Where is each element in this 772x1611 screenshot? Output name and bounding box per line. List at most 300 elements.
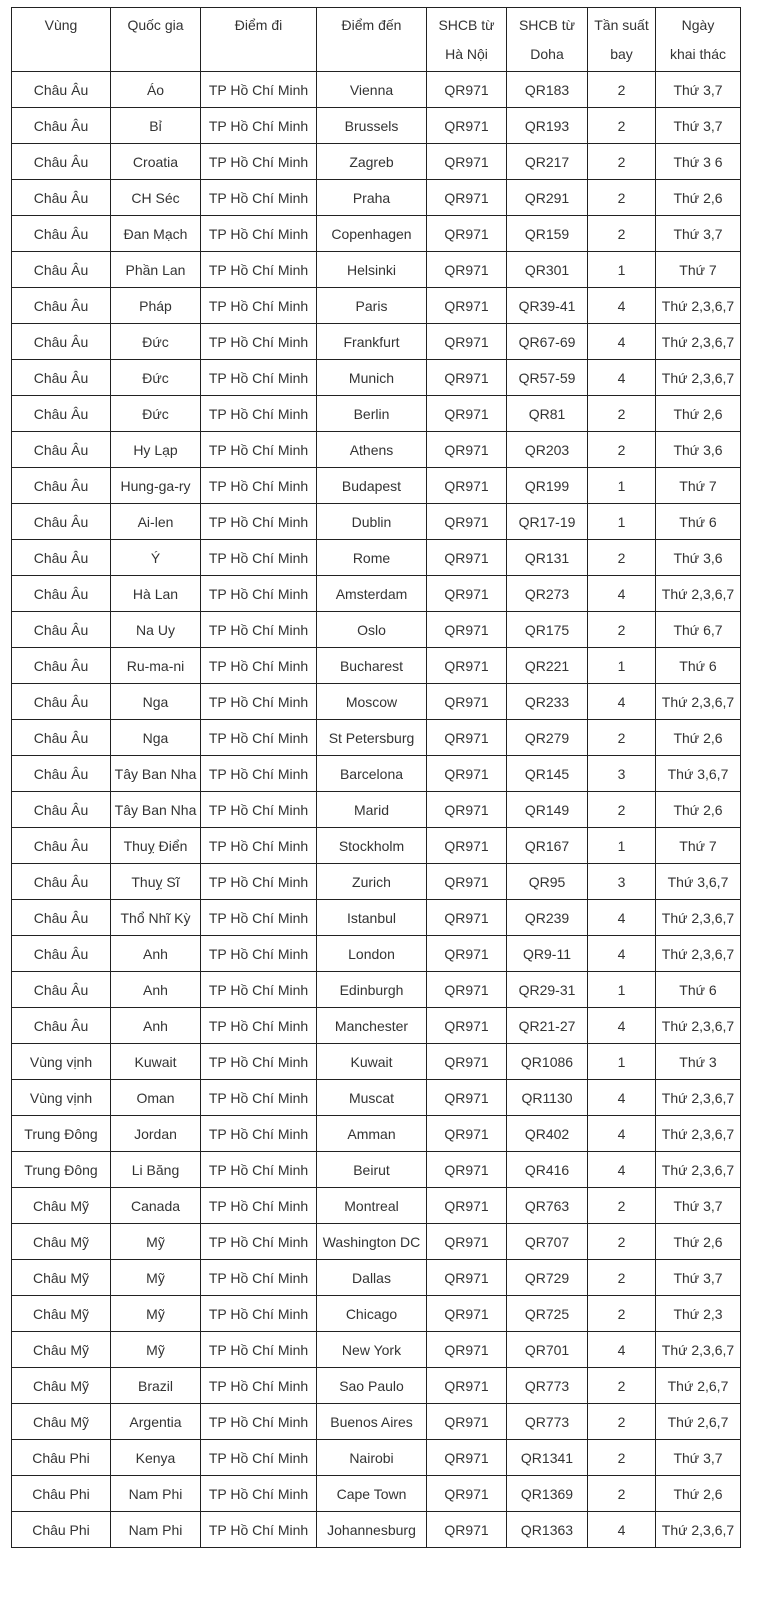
cell-flight-from-hanoi: QR971 (427, 432, 507, 468)
cell-operating-days: Thứ 7 (656, 468, 741, 504)
table-row (12, 1116, 741, 1152)
cell-origin: TP Hồ Chí Minh (201, 324, 317, 360)
cell-operating-days: Thứ 6 (656, 504, 741, 540)
cell-operating-days: Thứ 2,3,6,7 (656, 1080, 741, 1116)
cell-frequency: 4 (588, 936, 656, 972)
table-row (12, 1080, 741, 1116)
cell-operating-days: Thứ 2,6 (656, 180, 741, 216)
cell-destination: Zagreb (317, 144, 427, 180)
cell-flight-from-doha: QR279 (507, 720, 588, 756)
cell-origin: TP Hồ Chí Minh (201, 216, 317, 252)
cell-frequency: 2 (588, 180, 656, 216)
cell-origin: TP Hồ Chí Minh (201, 252, 317, 288)
cell-region: Vùng vịnh (12, 1044, 111, 1080)
cell-country: Li Băng (111, 1152, 201, 1188)
cell-flight-from-hanoi: QR971 (427, 936, 507, 972)
cell-operating-days: Thứ 2,3,6,7 (656, 1332, 741, 1368)
cell-flight-from-hanoi: QR971 (427, 216, 507, 252)
cell-country: Mỹ (111, 1332, 201, 1368)
cell-flight-from-doha: QR57-59 (507, 360, 588, 396)
table-row (12, 504, 741, 540)
table-row (12, 936, 741, 972)
cell-frequency: 2 (588, 1404, 656, 1440)
cell-flight-from-doha: QR1341 (507, 1440, 588, 1476)
cell-country: Mỹ (111, 1260, 201, 1296)
cell-country: Ai-len (111, 504, 201, 540)
table-row (12, 612, 741, 648)
cell-operating-days: Thứ 2,3,6,7 (656, 936, 741, 972)
cell-flight-from-hanoi: QR971 (427, 1512, 507, 1548)
cell-destination: Stockholm (317, 828, 427, 864)
cell-destination: Amsterdam (317, 576, 427, 612)
header-flight-from-doha-line: SHCB từ (518, 17, 576, 33)
cell-operating-days: Thứ 6 (656, 648, 741, 684)
cell-flight-from-doha: QR707 (507, 1224, 588, 1260)
table-row (12, 1008, 741, 1044)
cell-region: Châu Âu (12, 504, 111, 540)
cell-operating-days: Thứ 2,3,6,7 (656, 360, 741, 396)
cell-origin: TP Hồ Chí Minh (201, 648, 317, 684)
cell-flight-from-hanoi: QR971 (427, 1116, 507, 1152)
cell-region: Châu Mỹ (12, 1260, 111, 1296)
cell-frequency: 2 (588, 1296, 656, 1332)
cell-frequency: 4 (588, 1008, 656, 1044)
cell-region: Châu Mỹ (12, 1296, 111, 1332)
cell-region: Vùng vịnh (12, 1080, 111, 1116)
cell-destination: Istanbul (317, 900, 427, 936)
cell-region: Châu Âu (12, 288, 111, 324)
cell-destination: Budapest (317, 468, 427, 504)
cell-country: Canada (111, 1188, 201, 1224)
cell-region: Châu Mỹ (12, 1368, 111, 1404)
table-row (12, 144, 741, 180)
cell-flight-from-doha: QR21-27 (507, 1008, 588, 1044)
table-row (12, 252, 741, 288)
cell-flight-from-hanoi: QR971 (427, 360, 507, 396)
cell-destination: Paris (317, 288, 427, 324)
cell-country: Jordan (111, 1116, 201, 1152)
cell-frequency: 1 (588, 504, 656, 540)
cell-country: Đức (111, 324, 201, 360)
cell-country: Anh (111, 1008, 201, 1044)
table-row (12, 72, 741, 108)
cell-origin: TP Hồ Chí Minh (201, 684, 317, 720)
cell-origin: TP Hồ Chí Minh (201, 972, 317, 1008)
cell-country: Đức (111, 396, 201, 432)
cell-country: Hy Lạp (111, 432, 201, 468)
cell-origin: TP Hồ Chí Minh (201, 432, 317, 468)
cell-destination: Marid (317, 792, 427, 828)
cell-country: Kenya (111, 1440, 201, 1476)
cell-frequency: 1 (588, 252, 656, 288)
cell-operating-days: Thứ 2,3,6,7 (656, 288, 741, 324)
cell-destination: Athens (317, 432, 427, 468)
cell-country: Argentia (111, 1404, 201, 1440)
cell-destination: Amman (317, 1116, 427, 1152)
cell-frequency: 2 (588, 108, 656, 144)
cell-operating-days: Thứ 3,7 (656, 72, 741, 108)
table-row (12, 1224, 741, 1260)
cell-operating-days: Thứ 2,6 (656, 1224, 741, 1260)
cell-destination: Chicago (317, 1296, 427, 1332)
cell-country: Đan Mạch (111, 216, 201, 252)
cell-destination: Cape Town (317, 1476, 427, 1512)
cell-flight-from-hanoi: QR971 (427, 504, 507, 540)
table-row (12, 540, 741, 576)
cell-country: Thuỵ Điển (111, 828, 201, 864)
cell-operating-days: Thứ 3,7 (656, 1188, 741, 1224)
cell-operating-days: Thứ 3,7 (656, 108, 741, 144)
cell-flight-from-doha: QR1369 (507, 1476, 588, 1512)
cell-operating-days: Thứ 2,3,6,7 (656, 576, 741, 612)
cell-country: Nam Phi (111, 1476, 201, 1512)
cell-flight-from-doha: QR67-69 (507, 324, 588, 360)
cell-flight-from-hanoi: QR971 (427, 756, 507, 792)
cell-destination: Helsinki (317, 252, 427, 288)
cell-frequency: 2 (588, 144, 656, 180)
cell-destination: Manchester (317, 1008, 427, 1044)
cell-origin: TP Hồ Chí Minh (201, 1440, 317, 1476)
cell-country: Thuỵ Sĩ (111, 864, 201, 900)
cell-frequency: 3 (588, 864, 656, 900)
cell-frequency: 1 (588, 972, 656, 1008)
cell-origin: TP Hồ Chí Minh (201, 360, 317, 396)
cell-country: Anh (111, 936, 201, 972)
cell-operating-days: Thứ 3,6,7 (656, 864, 741, 900)
cell-flight-from-doha: QR1086 (507, 1044, 588, 1080)
header-country-line: Quốc gia (127, 17, 184, 33)
cell-destination: Kuwait (317, 1044, 427, 1080)
cell-destination: Munich (317, 360, 427, 396)
cell-operating-days: Thứ 2,6 (656, 720, 741, 756)
cell-flight-from-doha: QR29-31 (507, 972, 588, 1008)
header-destination (317, 8, 427, 72)
cell-flight-from-hanoi: QR971 (427, 1260, 507, 1296)
cell-region: Châu Âu (12, 972, 111, 1008)
cell-frequency: 1 (588, 648, 656, 684)
cell-region: Châu Âu (12, 936, 111, 972)
cell-origin: TP Hồ Chí Minh (201, 576, 317, 612)
cell-region: Châu Âu (12, 396, 111, 432)
cell-origin: TP Hồ Chí Minh (201, 1404, 317, 1440)
cell-operating-days: Thứ 2,3,6,7 (656, 1008, 741, 1044)
cell-flight-from-hanoi: QR971 (427, 720, 507, 756)
cell-region: Châu Mỹ (12, 1332, 111, 1368)
cell-region: Châu Âu (12, 1008, 111, 1044)
cell-destination: Dublin (317, 504, 427, 540)
cell-operating-days: Thứ 3,7 (656, 216, 741, 252)
cell-flight-from-doha: QR416 (507, 1152, 588, 1188)
table-row (12, 1260, 741, 1296)
header-destination-line: Điểm đến (341, 17, 402, 33)
cell-destination: Vienna (317, 72, 427, 108)
cell-frequency: 2 (588, 1260, 656, 1296)
cell-frequency: 2 (588, 396, 656, 432)
table-row (12, 468, 741, 504)
cell-flight-from-hanoi: QR971 (427, 468, 507, 504)
cell-operating-days: Thứ 2,3,6,7 (656, 684, 741, 720)
cell-destination: Berlin (317, 396, 427, 432)
cell-destination: Nairobi (317, 1440, 427, 1476)
cell-flight-from-hanoi: QR971 (427, 396, 507, 432)
table-row (12, 864, 741, 900)
cell-destination: St Petersburg (317, 720, 427, 756)
cell-flight-from-doha: QR17-19 (507, 504, 588, 540)
cell-country: CH Séc (111, 180, 201, 216)
cell-flight-from-hanoi: QR971 (427, 540, 507, 576)
header-frequency-line: bay (610, 46, 633, 62)
cell-country: Oman (111, 1080, 201, 1116)
header-region (12, 8, 111, 72)
cell-flight-from-doha: QR239 (507, 900, 588, 936)
cell-flight-from-hanoi: QR971 (427, 864, 507, 900)
header-flight-from-doha-line: Doha (530, 46, 564, 62)
table-row (12, 756, 741, 792)
cell-region: Châu Âu (12, 108, 111, 144)
cell-country: Ý (111, 540, 201, 576)
cell-frequency: 4 (588, 360, 656, 396)
cell-destination: Praha (317, 180, 427, 216)
cell-frequency: 4 (588, 1512, 656, 1548)
cell-operating-days: Thứ 3,6,7 (656, 756, 741, 792)
table-row (12, 972, 741, 1008)
cell-region: Châu Âu (12, 864, 111, 900)
cell-flight-from-hanoi: QR971 (427, 108, 507, 144)
table-row (12, 648, 741, 684)
cell-origin: TP Hồ Chí Minh (201, 180, 317, 216)
header-flight-from-doha (507, 8, 588, 72)
table-row (12, 792, 741, 828)
cell-frequency: 4 (588, 1332, 656, 1368)
cell-country: Brazil (111, 1368, 201, 1404)
cell-region: Châu Âu (12, 756, 111, 792)
cell-frequency: 4 (588, 900, 656, 936)
cell-origin: TP Hồ Chí Minh (201, 756, 317, 792)
cell-region: Châu Âu (12, 432, 111, 468)
cell-operating-days: Thứ 2,6 (656, 792, 741, 828)
cell-flight-from-doha: QR149 (507, 792, 588, 828)
cell-flight-from-doha: QR233 (507, 684, 588, 720)
cell-origin: TP Hồ Chí Minh (201, 936, 317, 972)
cell-region: Châu Âu (12, 684, 111, 720)
cell-frequency: 2 (588, 1476, 656, 1512)
cell-frequency: 4 (588, 324, 656, 360)
cell-country: Nga (111, 720, 201, 756)
cell-destination: Frankfurt (317, 324, 427, 360)
cell-region: Châu Âu (12, 612, 111, 648)
cell-operating-days: Thứ 2,3,6,7 (656, 1116, 741, 1152)
cell-destination: Zurich (317, 864, 427, 900)
cell-flight-from-hanoi: QR971 (427, 288, 507, 324)
cell-frequency: 4 (588, 1152, 656, 1188)
cell-region: Châu Âu (12, 144, 111, 180)
cell-operating-days: Thứ 2,6,7 (656, 1404, 741, 1440)
cell-destination: Edinburgh (317, 972, 427, 1008)
cell-flight-from-doha: QR95 (507, 864, 588, 900)
cell-country: Tây Ban Nha (111, 756, 201, 792)
table-row (12, 1296, 741, 1332)
cell-region: Châu Âu (12, 828, 111, 864)
cell-country: Đức (111, 360, 201, 396)
cell-frequency: 2 (588, 720, 656, 756)
cell-flight-from-hanoi: QR971 (427, 972, 507, 1008)
cell-region: Châu Âu (12, 360, 111, 396)
cell-flight-from-hanoi: QR971 (427, 792, 507, 828)
cell-origin: TP Hồ Chí Minh (201, 1476, 317, 1512)
cell-frequency: 2 (588, 792, 656, 828)
header-flight-from-hanoi (427, 8, 507, 72)
cell-flight-from-hanoi: QR971 (427, 144, 507, 180)
cell-origin: TP Hồ Chí Minh (201, 720, 317, 756)
table-row (12, 1044, 741, 1080)
cell-flight-from-doha: QR217 (507, 144, 588, 180)
header-region-line: Vùng (44, 17, 78, 33)
cell-origin: TP Hồ Chí Minh (201, 792, 317, 828)
cell-origin: TP Hồ Chí Minh (201, 1260, 317, 1296)
cell-origin: TP Hồ Chí Minh (201, 1008, 317, 1044)
header-frequency-line: Tần suất (594, 17, 649, 33)
cell-frequency: 2 (588, 72, 656, 108)
cell-flight-from-doha: QR725 (507, 1296, 588, 1332)
cell-country: Phần Lan (111, 252, 201, 288)
cell-frequency: 2 (588, 432, 656, 468)
cell-origin: TP Hồ Chí Minh (201, 504, 317, 540)
cell-country: Na Uy (111, 612, 201, 648)
cell-country: Thổ Nhĩ Kỳ (111, 900, 201, 936)
table-row (12, 1332, 741, 1368)
cell-frequency: 4 (588, 1116, 656, 1152)
cell-operating-days: Thứ 7 (656, 252, 741, 288)
cell-flight-from-hanoi: QR971 (427, 1332, 507, 1368)
cell-frequency: 2 (588, 1368, 656, 1404)
cell-frequency: 2 (588, 1224, 656, 1260)
cell-operating-days: Thứ 2,3,6,7 (656, 324, 741, 360)
cell-origin: TP Hồ Chí Minh (201, 540, 317, 576)
cell-operating-days: Thứ 3,7 (656, 1440, 741, 1476)
cell-origin: TP Hồ Chí Minh (201, 1188, 317, 1224)
cell-region: Châu Âu (12, 180, 111, 216)
cell-frequency: 2 (588, 540, 656, 576)
cell-region: Châu Âu (12, 72, 111, 108)
header-operating-days (656, 8, 741, 72)
cell-flight-from-doha: QR9-11 (507, 936, 588, 972)
cell-origin: TP Hồ Chí Minh (201, 108, 317, 144)
cell-flight-from-doha: QR273 (507, 576, 588, 612)
cell-country: Anh (111, 972, 201, 1008)
cell-origin: TP Hồ Chí Minh (201, 1224, 317, 1260)
header-country (111, 8, 201, 72)
cell-frequency: 1 (588, 1044, 656, 1080)
cell-destination: Bucharest (317, 648, 427, 684)
cell-flight-from-hanoi: QR971 (427, 612, 507, 648)
cell-region: Châu Phi (12, 1476, 111, 1512)
cell-country: Kuwait (111, 1044, 201, 1080)
cell-flight-from-doha: QR203 (507, 432, 588, 468)
cell-frequency: 2 (588, 216, 656, 252)
cell-region: Châu Phi (12, 1440, 111, 1476)
cell-country: Mỹ (111, 1296, 201, 1332)
cell-operating-days: Thứ 3 (656, 1044, 741, 1080)
table-row (12, 288, 741, 324)
cell-destination: Moscow (317, 684, 427, 720)
flight-schedule (11, 7, 741, 1548)
cell-region: Châu Âu (12, 648, 111, 684)
cell-origin: TP Hồ Chí Minh (201, 288, 317, 324)
cell-flight-from-doha: QR159 (507, 216, 588, 252)
cell-flight-from-hanoi: QR971 (427, 828, 507, 864)
table-row (12, 396, 741, 432)
cell-operating-days: Thứ 6 (656, 972, 741, 1008)
cell-origin: TP Hồ Chí Minh (201, 468, 317, 504)
cell-origin: TP Hồ Chí Minh (201, 1080, 317, 1116)
cell-region: Châu Âu (12, 720, 111, 756)
cell-origin: TP Hồ Chí Minh (201, 1332, 317, 1368)
header-operating-days-line: khai thác (669, 46, 727, 62)
cell-flight-from-doha: QR701 (507, 1332, 588, 1368)
cell-flight-from-hanoi: QR971 (427, 1008, 507, 1044)
cell-destination: London (317, 936, 427, 972)
cell-origin: TP Hồ Chí Minh (201, 828, 317, 864)
cell-region: Châu Mỹ (12, 1188, 111, 1224)
cell-origin: TP Hồ Chí Minh (201, 1152, 317, 1188)
table-row (12, 432, 741, 468)
cell-region: Châu Phi (12, 1512, 111, 1548)
table-row (12, 180, 741, 216)
cell-destination: Montreal (317, 1188, 427, 1224)
cell-destination: Dallas (317, 1260, 427, 1296)
cell-origin: TP Hồ Chí Minh (201, 1512, 317, 1548)
cell-region: Châu Âu (12, 540, 111, 576)
cell-flight-from-doha: QR1130 (507, 1080, 588, 1116)
table-row (12, 324, 741, 360)
cell-operating-days: Thứ 3,6 (656, 540, 741, 576)
cell-operating-days: Thứ 3,6 (656, 432, 741, 468)
cell-flight-from-hanoi: QR971 (427, 684, 507, 720)
cell-flight-from-doha: QR291 (507, 180, 588, 216)
cell-flight-from-doha: QR131 (507, 540, 588, 576)
cell-destination: Brussels (317, 108, 427, 144)
cell-origin: TP Hồ Chí Minh (201, 1044, 317, 1080)
table-row (12, 684, 741, 720)
cell-flight-from-hanoi: QR971 (427, 72, 507, 108)
cell-country: Áo (111, 72, 201, 108)
cell-operating-days: Thứ 2,6 (656, 1476, 741, 1512)
cell-frequency: 4 (588, 288, 656, 324)
cell-country: Hung-ga-ry (111, 468, 201, 504)
cell-country: Mỹ (111, 1224, 201, 1260)
cell-flight-from-doha: QR1363 (507, 1512, 588, 1548)
cell-flight-from-hanoi: QR971 (427, 1152, 507, 1188)
cell-operating-days: Thứ 2,3,6,7 (656, 900, 741, 936)
table-row (12, 828, 741, 864)
table-row (12, 108, 741, 144)
cell-frequency: 1 (588, 468, 656, 504)
header-flight-from-hanoi-line: Hà Nội (445, 46, 488, 62)
cell-operating-days: Thứ 2,3 (656, 1296, 741, 1332)
cell-flight-from-hanoi: QR971 (427, 576, 507, 612)
table-row (12, 1512, 741, 1548)
cell-flight-from-doha: QR183 (507, 72, 588, 108)
cell-country: Tây Ban Nha (111, 792, 201, 828)
cell-flight-from-hanoi: QR971 (427, 1044, 507, 1080)
cell-region: Châu Mỹ (12, 1404, 111, 1440)
cell-country: Pháp (111, 288, 201, 324)
cell-flight-from-doha: QR402 (507, 1116, 588, 1152)
cell-country: Bỉ (111, 108, 201, 144)
cell-flight-from-doha: QR175 (507, 612, 588, 648)
cell-destination: New York (317, 1332, 427, 1368)
cell-operating-days: Thứ 6,7 (656, 612, 741, 648)
